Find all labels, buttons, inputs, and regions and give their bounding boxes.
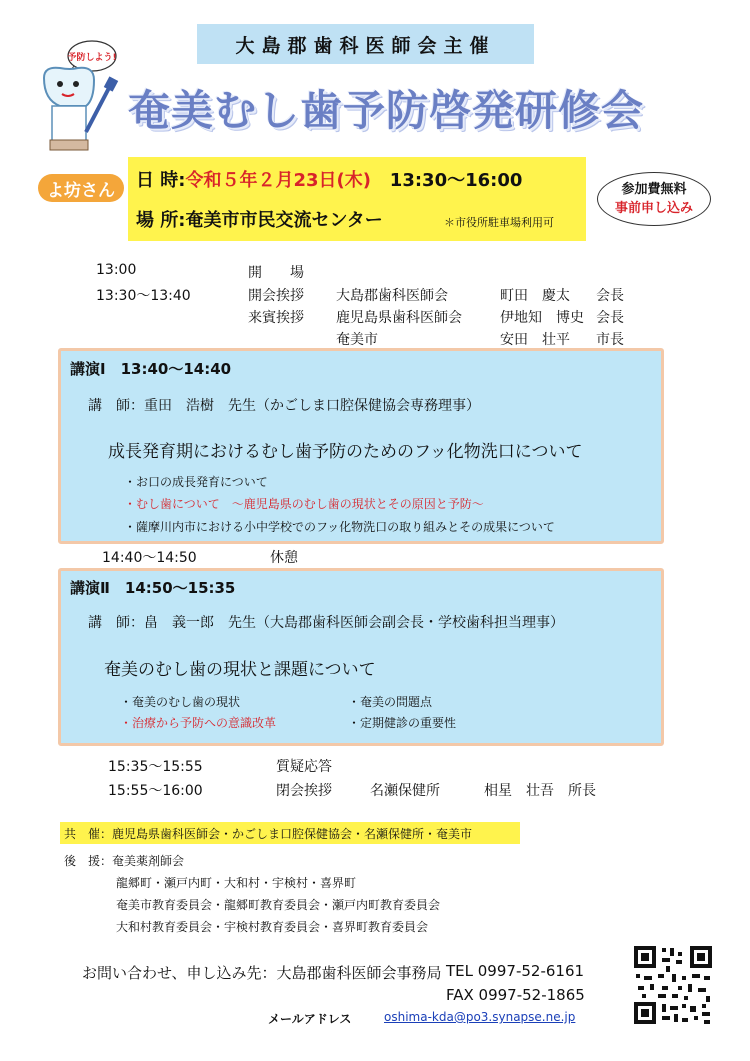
parking-note: ＊市役所駐車場利用可 — [444, 216, 554, 229]
schedule-bottom-name-1: 相星 壮吾 所長 — [484, 783, 596, 799]
lecture1-teacher: 講 師：重田 浩樹 先生（かごしま口腔保健協会専務理事） — [88, 398, 480, 414]
schedule-item-0: 開 場 — [248, 265, 304, 281]
lecture2-theme: 奄美のむし歯の現状と課題について — [104, 660, 376, 680]
date-value: 令和５年２月23日(木) — [185, 170, 371, 191]
schedule-bottom-time-1: 15:55〜16:00 — [108, 783, 203, 799]
schedule-org-3: 奄美市 — [336, 332, 378, 348]
schedule-name-3: 安田 壮平 — [500, 332, 570, 348]
lecture1-bullet-0: ・お口の成長発育について — [124, 475, 268, 489]
lecture2-teacher: 講 師：畠 義一郎 先生（大島郡歯科医師会副会長・学校歯科担当理事） — [88, 615, 564, 631]
schedule-org-1: 大島郡歯科医師会 — [336, 288, 448, 304]
email-link[interactable]: oshima-kda@po3.synapse.ne.jp — [384, 1010, 576, 1024]
tooth-mascot-icon — [30, 40, 125, 160]
support-line-2: 大和村教育委員会・宇検村教育委員会・喜界町教育委員会 — [116, 920, 429, 934]
schedule-bottom-item-0: 質疑応答 — [276, 759, 332, 775]
schedule-role-1: 会長 — [596, 288, 624, 304]
organizer-banner: 大島郡歯科医師会主催 — [197, 24, 534, 64]
support-line-1: 奄美市教育委員会・龍郷町教育委員会・瀬戸内町教育委員会 — [116, 898, 441, 912]
contact-tel: TEL 0997-52-6161 — [446, 962, 585, 980]
support-line-0: 龍郷町・瀬戸内町・大和村・宇検村・喜界町 — [116, 876, 357, 890]
schedule-bottom-org-1: 名瀬保健所 — [370, 783, 440, 799]
schedule-bottom-time-0: 15:35〜15:55 — [108, 759, 203, 775]
lecture1-title: 講演Ⅰ 13:40〜14:40 — [70, 360, 232, 378]
fee-free: 参加費無料 — [621, 182, 687, 197]
lecture2-bullet-left-0: ・奄美のむし歯の現状 — [120, 695, 241, 709]
fee-register: 事前申し込み — [614, 201, 693, 216]
break-label: 休憩 — [270, 550, 298, 566]
schedule-time-1: 13:30〜13:40 — [96, 288, 191, 304]
place-label: 場 所: — [136, 210, 186, 231]
lecture2-title: 講演Ⅱ 14:50〜15:35 — [70, 579, 236, 597]
lecture1-bullet-1: ・むし歯について 〜鹿児島県のむし歯の現状とその原因と予防〜 — [124, 497, 484, 511]
mascot-bubble: 予防しよう! — [67, 53, 117, 63]
lecture1-theme: 成長発育期におけるむし歯予防のためのフッ化物洗口について — [108, 442, 583, 462]
time-value: 13:30〜16:00 — [389, 170, 523, 191]
place-line — [136, 206, 383, 232]
contact-fax: FAX 0997-52-1865 — [446, 986, 585, 1004]
lecture2-bullet-right-1: ・定期健診の重要性 — [348, 716, 457, 730]
date-label: 日 時: — [136, 170, 186, 191]
schedule-item-1: 開会挨拶 — [248, 288, 304, 304]
schedule-item-2: 来賓挨拶 — [248, 310, 304, 326]
schedule-name-2: 伊地知 博史 — [500, 310, 584, 326]
qr-code-icon — [632, 944, 714, 1026]
cohost-line: 共 催：鹿児島県歯科医師会・かごしま口腔保健協会・名瀬保健所・奄美市 — [60, 822, 520, 844]
date-line — [136, 166, 522, 192]
lecture2-bullet-left-1: ・治療から予防への意識改革 — [120, 716, 277, 730]
break-time: 14:40〜14:50 — [102, 550, 197, 566]
lecture2-bullet-right-0: ・奄美の問題点 — [348, 695, 433, 709]
email-label: メールアドレス — [268, 1012, 352, 1026]
mascot-name-badge: よ坊さん — [38, 174, 124, 202]
schedule-bottom-item-1: 閉会挨拶 — [276, 783, 332, 799]
schedule-role-2: 会長 — [596, 310, 624, 326]
schedule-time-0: 13:00 — [96, 262, 137, 278]
schedule-org-2: 鹿児島県歯科医師会 — [336, 310, 462, 326]
schedule-name-1: 町田 慶太 — [500, 288, 570, 304]
lecture1-bullet-2: ・薩摩川内市における小中学校でのフッ化物洗口の取り組みとその成果について — [124, 520, 555, 534]
support-label: 後 援：奄美薬剤師会 — [64, 854, 185, 868]
contact-label: お問い合わせ、申し込み先：大島郡歯科医師会事務局 — [82, 964, 442, 982]
fee-badge — [597, 172, 711, 226]
page-title: 奄美むし歯予防啓発研修会 — [128, 86, 645, 135]
place-value: 奄美市市民交流センター — [185, 210, 383, 231]
schedule-role-3: 市長 — [596, 332, 624, 348]
